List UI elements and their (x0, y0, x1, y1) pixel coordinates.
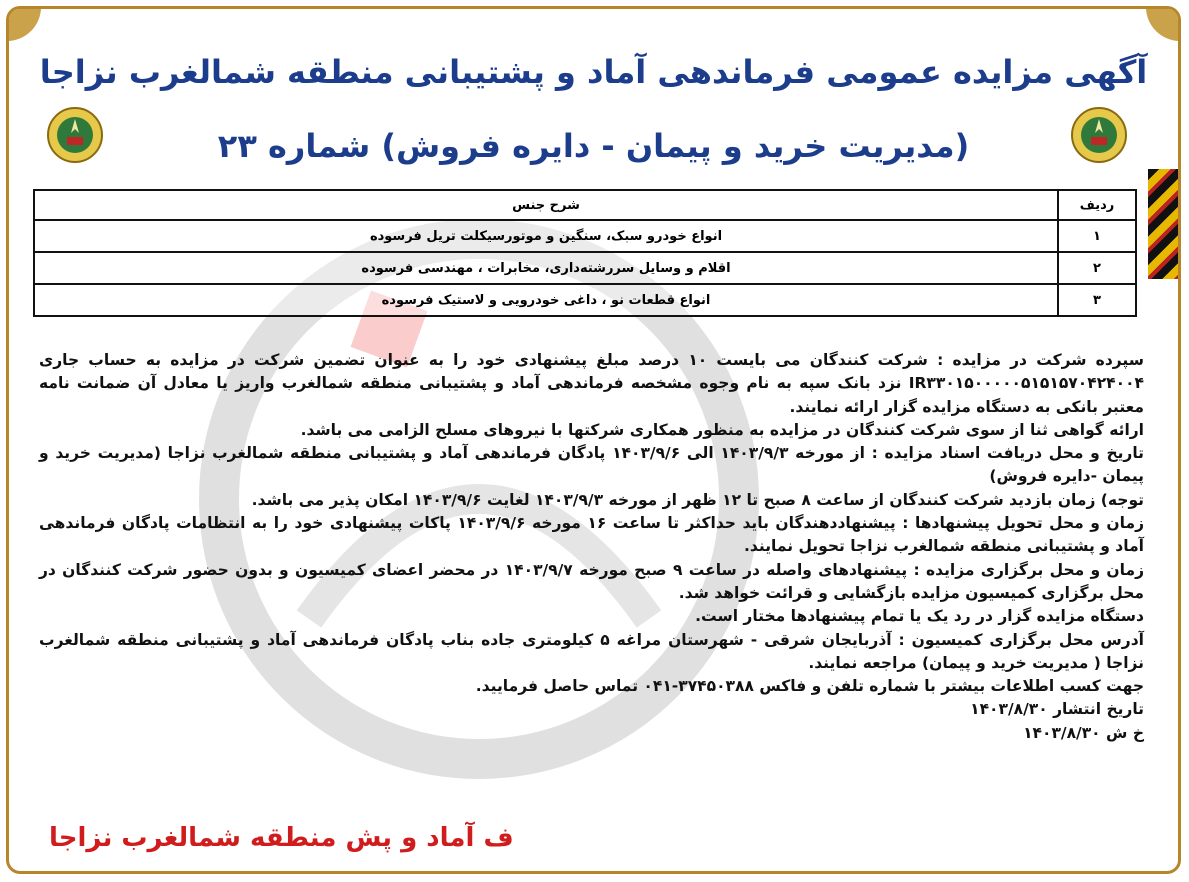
publish-date: تاریخ انتشار ۱۴۰۳/۸/۳۰ (970, 700, 1144, 719)
table-row (34, 220, 1136, 252)
header-description: شرح جنس (34, 190, 1058, 220)
header-row-number: ردیف (1058, 190, 1136, 220)
notice-body (39, 349, 1144, 745)
row-number: ۲ (1058, 252, 1136, 284)
reference-code: خ ش ۱۴۰۳/۸/۳۰ (1023, 723, 1144, 742)
visit-time-paragraph: توجه) زمان بازدید شرکت کنندگان از ساعت ۸ صبح تا ۱۲ ظهر از مورخه ۱۴۰۳/۹/۳ لغایت ۱۴۰۳/۹/۶ امکان پذیر می باشد. (251, 490, 1144, 509)
footer-organization: ف آماد و پش منطقه شمالغرب نزاجا (49, 823, 514, 853)
delivery-paragraph: زمان و محل تحویل پیشنهادها : پیشنهاددهندگان باید حداکثر تا ساعت ۱۶ مورخه ۱۴۰۳/۹/۶ پاکات پیشنهادی خود را به انتظامات پادگان فرماندهی آماد و پشتیبانی منطقه شمالغرب نزاجا تحویل نمایند. (39, 514, 1145, 556)
notice-subtitle: (مدیریت خرید و پیمان - دایره فروش) شماره ۲۳ (217, 127, 970, 165)
row-number: ۳ (1058, 284, 1136, 316)
notice-title: آگهی مزایده عمومی فرماندهی آماد و پشتیبانی منطقه شمالغرب نزاجا (39, 53, 1148, 91)
table-row (34, 252, 1136, 284)
contact-paragraph: جهت کسب اطلاعات بیشتر با شماره تلفن و فاکس ۳۷۴۵۰۳۸۸-۰۴۱ تماس حاصل فرمایید. (475, 677, 1144, 696)
decorative-stripes (1148, 169, 1181, 279)
table-header-row (34, 190, 1136, 220)
row-number: ۱ (1058, 220, 1136, 252)
notice-frame (6, 6, 1181, 874)
documents-paragraph: تاریخ و محل دریافت اسناد مزایده : از مورخه ۱۴۰۳/۹/۳ الی ۱۴۰۳/۹/۶ پادگان فرماندهی آماد و پشتیبانی منطقه شمالغرب نزاجا (مدیریت خرید و پیمان -دایره فروش) (39, 444, 1144, 486)
row-description: انواع خودرو سبک، سنگین و موتورسیکلت تریل فرسوده (34, 220, 1058, 252)
address-paragraph: آدرس محل برگزاری کمیسیون : آذربایجان شرقی - شهرستان مراغه ۵ کیلومتری جاده بناب پادگان فرماندهی آماد و پشتیبانی منطقه شمالغرب نزاجا ( مدیریت خرید و پیمان) مراجعه نمایند. (39, 630, 1144, 672)
sana-certificate-paragraph: ارائه گواهی ثنا از سوی شرکت کنندگان در مزایده به منظور همکاری شرکتها با نیروهای مسلح الزامی می باشد. (300, 420, 1144, 439)
items-table (33, 189, 1137, 317)
row-description: انواع قطعات نو ، داغی خودرویی و لاستیک فرسوده (34, 284, 1058, 316)
corner-ornament-left (7, 7, 41, 41)
rejection-right-paragraph: دستگاه مزایده گزار در رد یک یا تمام پیشنهادها مختار است. (695, 607, 1144, 626)
row-description: اقلام و وسایل سررشته‌داری، مخابرات ، مهندسی فرسوده (34, 252, 1058, 284)
table-row (34, 284, 1136, 316)
opening-paragraph: زمان و محل برگزاری مزایده : پیشنهادهای واصله در ساعت ۹ صبح مورخه ۱۴۰۳/۹/۷ در محضر اعضای کمیسیون و بدون حضور شرکت کنندگان در محل برگزاری کمیسیون مزایده بازگشایی و قرائت خواهد شد. (39, 560, 1144, 602)
corner-ornament-right (1146, 7, 1180, 41)
deposit-paragraph: سپرده شرکت در مزایده : شرکت کنندگان می بایست ۱۰ درصد مبلغ پیشنهادی خود را به عنوان تضمین شرکت در مزایده به حساب جاری IR۳۳۰۱۵۰۰۰۰۰۵۱۵۱۵۷۰۴۲۴۰۰۴ نزد بانک سپه به نام وجوه مشخصه فرماندهی آماد و پشتیبانی منطقه شمالغرب واریز یا معادل آن ضمانت نامه معتبر بانکی به دستگاه مزایده گزار ارائه نمایند. (39, 351, 1145, 416)
